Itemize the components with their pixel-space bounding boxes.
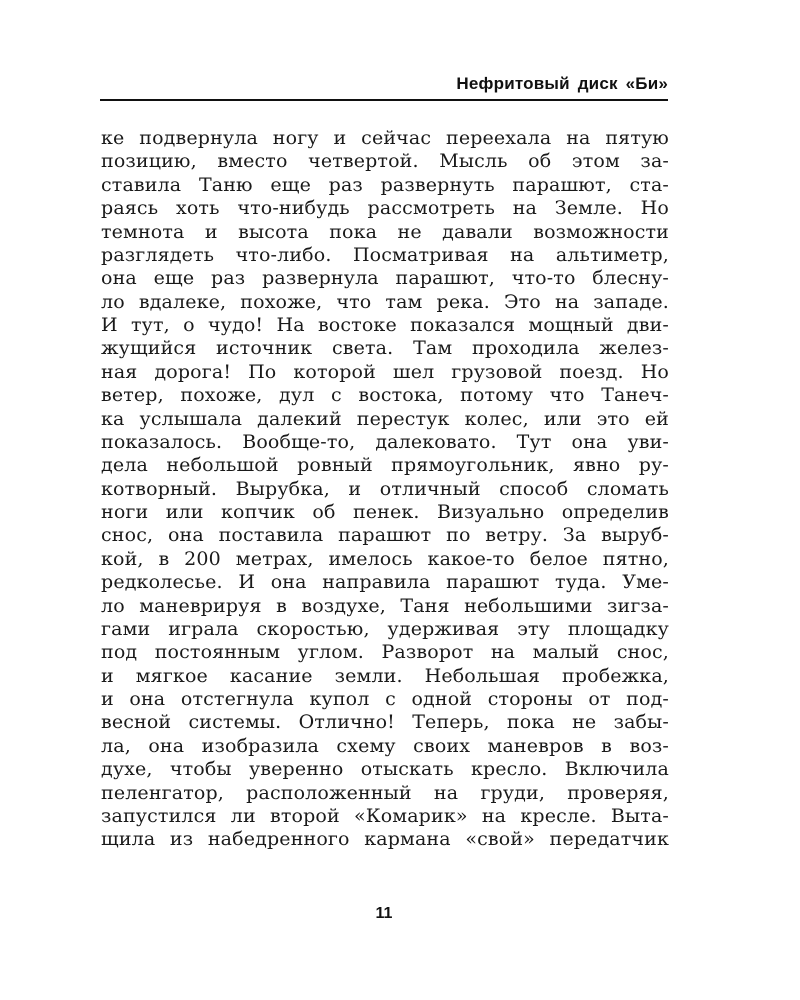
text-line: дела небольшой ровный прямоугольник, явно ру- xyxy=(101,454,669,477)
text-line: ло вдалеке, похоже, что там река. Это на западе. xyxy=(101,290,669,313)
text-line: позицию, вместо четвертой. Мысль об этом за- xyxy=(101,150,669,173)
text-line: ло маневрируя в воздухе, Таня небольшими зигза- xyxy=(101,594,669,617)
text-line: весной системы. Отлично! Теперь, пока не забы- xyxy=(101,711,669,734)
body-text xyxy=(101,127,669,852)
text-line: ноги или копчик об пенек. Визуально определив xyxy=(101,501,669,523)
text-line: щила из набедренного кармана «свой» передатчик xyxy=(101,828,669,851)
text-line: показалось. Вообще-то, далековато. Тут она уви- xyxy=(101,430,669,453)
running-title: Нефритовый диск «Би» xyxy=(456,74,668,93)
page-number: 11 xyxy=(375,905,393,922)
text-line: под постоянным углом. Разворот на малый снос, xyxy=(101,641,669,664)
text-line: ке подвернула ногу и сейчас переехала на пятую xyxy=(101,127,669,149)
text-line: раясь хоть что-нибудь рассмотреть на Земле. Но xyxy=(101,197,669,220)
text-line: ла, она изобразила схему своих маневров в воз- xyxy=(101,734,669,757)
text-line: редколесье. И она направила парашют туда. Уме- xyxy=(101,571,669,594)
text-line: кой, в 200 метрах, имелось какое-то белое пятно, xyxy=(101,547,669,570)
text-line: котворный. Вырубка, и отличный способ сломать xyxy=(101,477,669,500)
text-line: И тут, о чудо! На востоке показался мощный дви- xyxy=(101,314,669,336)
text-line: темнота и высота пока не давали возможности xyxy=(101,220,669,243)
text-line: жущийся источник света. Там проходила желез- xyxy=(101,337,669,360)
text-line: ка услышала далекий перестук колес, или это ей xyxy=(101,407,669,430)
text-line: запустился ли второй «Комарик» на кресле. Выта- xyxy=(101,804,669,827)
text-line: она еще раз развернула парашют, что-то блесну- xyxy=(101,267,669,290)
text-line: пеленгатор, расположенный на груди, проверяя, xyxy=(101,781,669,804)
text-line: и мягкое касание земли. Небольшая пробежка, xyxy=(101,664,669,687)
text-line: разглядеть что-либо. Посматривая на альтиметр, xyxy=(101,243,669,266)
header-rule xyxy=(100,99,668,101)
text-line: и она отстегнула купол с одной стороны от под- xyxy=(101,688,669,710)
text-line: снос, она поставила парашют по ветру. За выруб- xyxy=(101,524,669,547)
text-line: гами играла скоростью, удерживая эту площадку xyxy=(101,617,669,640)
text-line: ветер, похоже, дул с востока, потому что Танеч- xyxy=(101,384,669,407)
text-line: духе, чтобы уверенно отыскать кресло. Включила xyxy=(101,758,669,781)
text-line: ставила Таню еще раз развернуть парашют, ста- xyxy=(101,173,669,196)
text-line: ная дорога! По которой шел грузовой поезд. Но xyxy=(101,360,669,383)
